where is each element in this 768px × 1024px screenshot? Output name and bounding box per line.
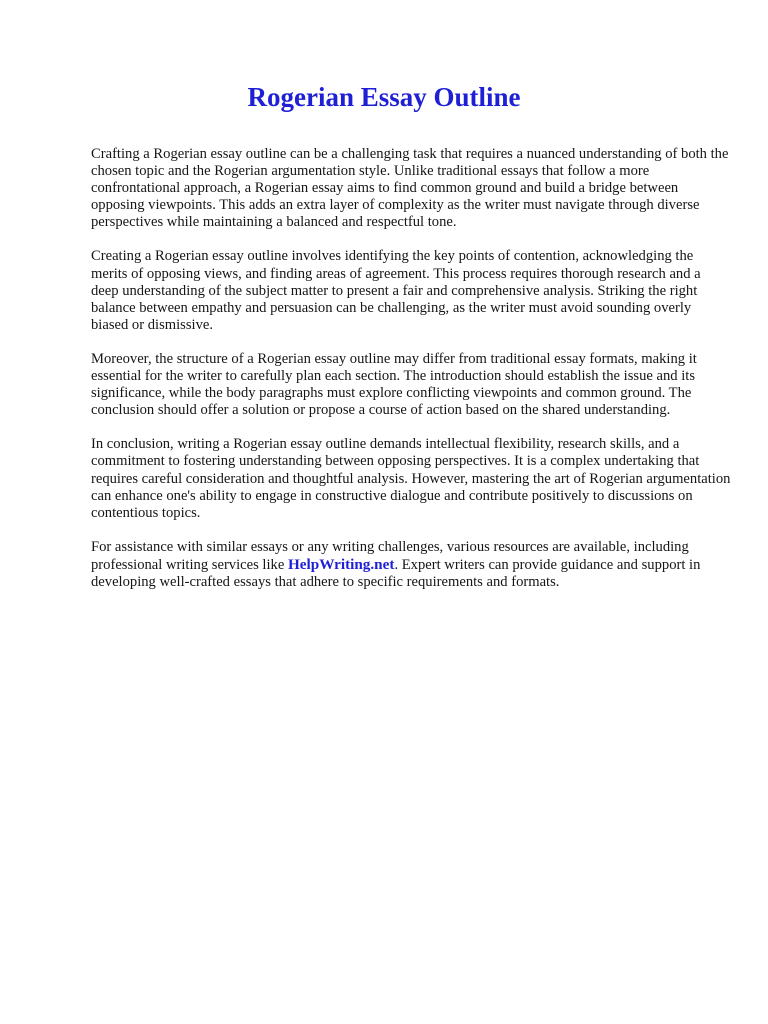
helpwriting-link[interactable]: HelpWriting.net <box>287 555 395 573</box>
paragraph-conclusion: In conclusion, writing a Rogerian essay outline demands intellectual flexibility, research skills, and a commitment to fostering understanding between opposing perspectives. It is a complex undertaking that requires careful consideration and thoughtful analysis. However, mastering the art of Rogerian argumentation can enhance one's ability to engage in constructive dialogue and contribute positively to discussions on contentious topics. <box>91 436 731 521</box>
paragraph-creating-outline: Creating a Rogerian essay outline involves identifying the key points of contention, acknowledging the merits of opposing views, and finding areas of agreement. This process requires thorough research and a deep understanding of the subject matter to present a fair and comprehensive analysis. Striking the right balance between empathy and persuasion can be challenging, as the writer must avoid sounding overly biased or dismissive. <box>91 248 701 333</box>
paragraph-assistance <box>91 539 731 591</box>
assistance-text-after-link: . Expert writers can provide guidance and support in developing well-crafted essays that adhere to specific requirements and formats. <box>91 556 701 590</box>
paragraph-intro: Crafting a Rogerian essay outline can be a challenging task that requires a nuanced understanding of both the chosen topic and the Rogerian argumentation style. Unlike traditional essays that follow a more confrontational approach, a Rogerian essay aims to find common ground and build a bridge between opposing viewpoints. This adds an extra layer of complexity as the writer must navigate through diverse perspectives while maintaining a balanced and respectful tone. <box>91 146 729 231</box>
document-body <box>91 146 731 608</box>
assistance-text-before-link: For assistance with similar essays or any writing challenges, various resources are available, including professional writing services like <box>91 538 689 573</box>
paragraph-structure: Moreover, the structure of a Rogerian essay outline may differ from traditional essay formats, making it essential for the writer to carefully plan each section. The introduction should establish the issue and its significance, while the body paragraphs must explore conflicting viewpoints and common ground. The conclusion should offer a solution or propose a course of action based on the shared understanding. <box>91 350 697 419</box>
page-title: Rogerian Essay Outline <box>247 82 521 112</box>
